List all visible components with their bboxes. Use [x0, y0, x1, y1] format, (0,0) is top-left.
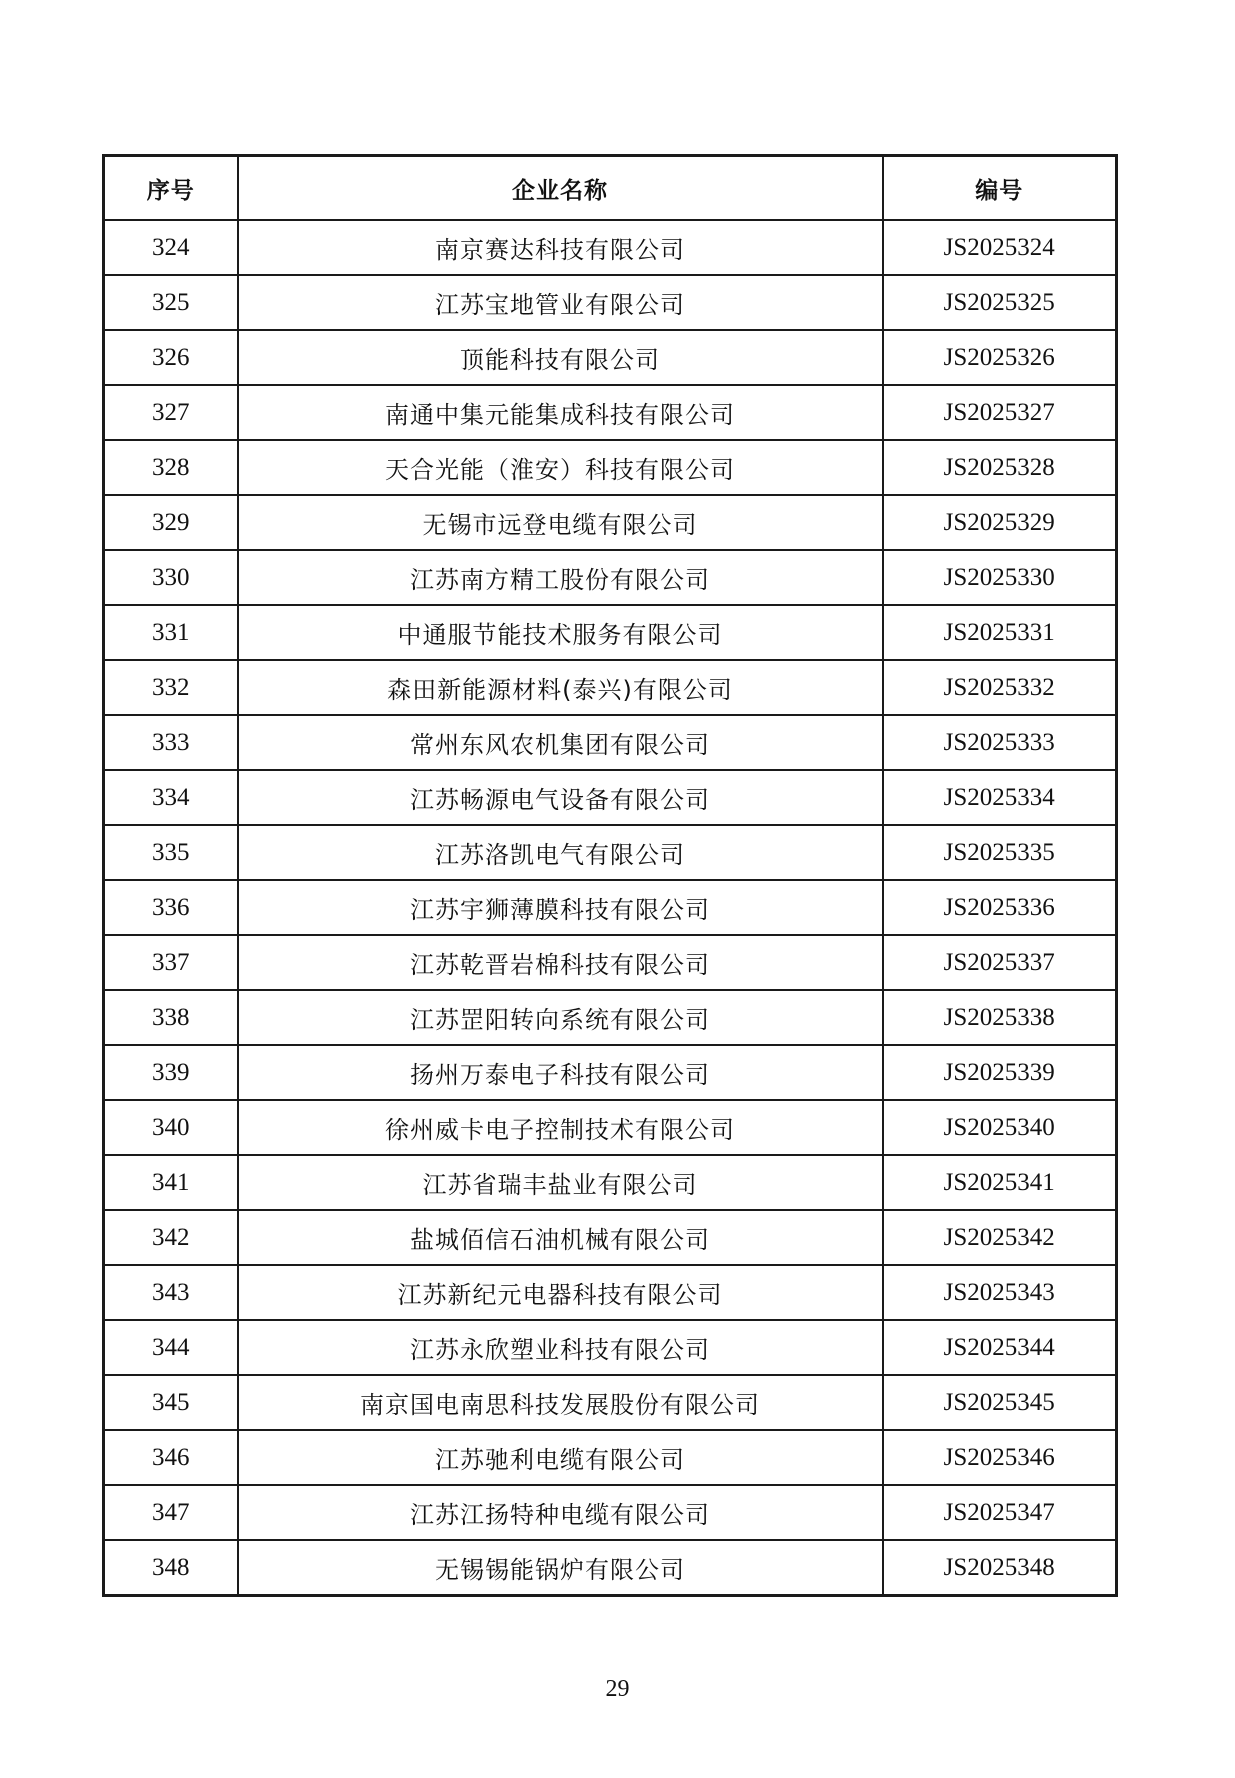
header-code: 编号	[883, 156, 1117, 221]
row-serial-number: 326	[104, 330, 238, 385]
row-company-name: 江苏罡阳转向系统有限公司	[238, 990, 883, 1045]
row-code: JS2025340	[883, 1100, 1117, 1155]
row-code: JS2025335	[883, 825, 1117, 880]
row-serial-number: 329	[104, 495, 238, 550]
table-row	[104, 770, 1117, 825]
table-row	[104, 935, 1117, 990]
row-serial-number: 337	[104, 935, 238, 990]
table-row	[104, 1485, 1117, 1540]
row-serial-number: 344	[104, 1320, 238, 1375]
table-row	[104, 330, 1117, 385]
row-code: JS2025333	[883, 715, 1117, 770]
row-code: JS2025338	[883, 990, 1117, 1045]
row-serial-number: 341	[104, 1155, 238, 1210]
row-company-name: 南京赛达科技有限公司	[238, 220, 883, 275]
table-row	[104, 220, 1117, 275]
table-row	[104, 1045, 1117, 1100]
row-serial-number: 325	[104, 275, 238, 330]
row-company-name: 南京国电南思科技发展股份有限公司	[238, 1375, 883, 1430]
table-row	[104, 275, 1117, 330]
row-company-name: 江苏宝地管业有限公司	[238, 275, 883, 330]
row-company-name: 天合光能（淮安）科技有限公司	[238, 440, 883, 495]
row-serial-number: 348	[104, 1540, 238, 1596]
row-serial-number: 336	[104, 880, 238, 935]
row-company-name: 江苏驰利电缆有限公司	[238, 1430, 883, 1485]
row-serial-number: 335	[104, 825, 238, 880]
row-serial-number: 346	[104, 1430, 238, 1485]
table-body	[104, 220, 1117, 1596]
table-row	[104, 1320, 1117, 1375]
row-code: JS2025339	[883, 1045, 1117, 1100]
row-company-name: 森田新能源材料(泰兴)有限公司	[238, 660, 883, 715]
table-row	[104, 1265, 1117, 1320]
row-code: JS2025329	[883, 495, 1117, 550]
row-code: JS2025341	[883, 1155, 1117, 1210]
table-row	[104, 1100, 1117, 1155]
table-row	[104, 1210, 1117, 1265]
row-code: JS2025345	[883, 1375, 1117, 1430]
row-code: JS2025346	[883, 1430, 1117, 1485]
row-company-name: 江苏永欣塑业科技有限公司	[238, 1320, 883, 1375]
row-company-name: 江苏洛凯电气有限公司	[238, 825, 883, 880]
row-company-name: 无锡市远登电缆有限公司	[238, 495, 883, 550]
row-company-name: 顶能科技有限公司	[238, 330, 883, 385]
row-company-name: 江苏省瑞丰盐业有限公司	[238, 1155, 883, 1210]
row-code: JS2025332	[883, 660, 1117, 715]
row-serial-number: 347	[104, 1485, 238, 1540]
row-code: JS2025330	[883, 550, 1117, 605]
table-row	[104, 880, 1117, 935]
row-code: JS2025324	[883, 220, 1117, 275]
row-company-name: 江苏乾晋岩棉科技有限公司	[238, 935, 883, 990]
row-company-name: 扬州万泰电子科技有限公司	[238, 1045, 883, 1100]
row-company-name: 中通服节能技术服务有限公司	[238, 605, 883, 660]
row-serial-number: 340	[104, 1100, 238, 1155]
row-serial-number: 332	[104, 660, 238, 715]
table-row	[104, 1540, 1117, 1596]
row-company-name: 南通中集元能集成科技有限公司	[238, 385, 883, 440]
row-company-name: 无锡锡能锅炉有限公司	[238, 1540, 883, 1596]
row-serial-number: 343	[104, 1265, 238, 1320]
row-serial-number: 328	[104, 440, 238, 495]
row-code: JS2025325	[883, 275, 1117, 330]
row-code: JS2025331	[883, 605, 1117, 660]
row-serial-number: 333	[104, 715, 238, 770]
table-row	[104, 495, 1117, 550]
table-header-row	[104, 156, 1117, 221]
row-code: JS2025337	[883, 935, 1117, 990]
row-code: JS2025347	[883, 1485, 1117, 1540]
row-serial-number: 334	[104, 770, 238, 825]
row-code: JS2025328	[883, 440, 1117, 495]
table-row	[104, 385, 1117, 440]
row-company-name: 盐城佰信石油机械有限公司	[238, 1210, 883, 1265]
row-serial-number: 339	[104, 1045, 238, 1100]
table-row	[104, 990, 1117, 1045]
table-row	[104, 1155, 1117, 1210]
row-serial-number: 345	[104, 1375, 238, 1430]
row-company-name: 徐州威卡电子控制技术有限公司	[238, 1100, 883, 1155]
row-serial-number: 330	[104, 550, 238, 605]
table-row	[104, 825, 1117, 880]
company-list-table	[102, 154, 1118, 1597]
row-code: JS2025348	[883, 1540, 1117, 1596]
row-code: JS2025334	[883, 770, 1117, 825]
row-company-name: 江苏新纪元电器科技有限公司	[238, 1265, 883, 1320]
table-row	[104, 1430, 1117, 1485]
row-code: JS2025344	[883, 1320, 1117, 1375]
row-code: JS2025343	[883, 1265, 1117, 1320]
row-code: JS2025342	[883, 1210, 1117, 1265]
table-row	[104, 605, 1117, 660]
row-serial-number: 324	[104, 220, 238, 275]
table-row	[104, 550, 1117, 605]
header-company-name: 企业名称	[238, 156, 883, 221]
row-company-name: 江苏江扬特种电缆有限公司	[238, 1485, 883, 1540]
table-row	[104, 1375, 1117, 1430]
row-company-name: 江苏南方精工股份有限公司	[238, 550, 883, 605]
table-row	[104, 440, 1117, 495]
row-serial-number: 342	[104, 1210, 238, 1265]
row-serial-number: 331	[104, 605, 238, 660]
row-company-name: 江苏畅源电气设备有限公司	[238, 770, 883, 825]
row-serial-number: 338	[104, 990, 238, 1045]
row-code: JS2025327	[883, 385, 1117, 440]
row-code: JS2025326	[883, 330, 1117, 385]
row-code: JS2025336	[883, 880, 1117, 935]
table-row	[104, 660, 1117, 715]
page-number: 29	[605, 1676, 630, 1702]
row-company-name: 江苏宇狮薄膜科技有限公司	[238, 880, 883, 935]
header-serial-number: 序号	[104, 156, 238, 221]
row-company-name: 常州东风农机集团有限公司	[238, 715, 883, 770]
table-row	[104, 715, 1117, 770]
row-serial-number: 327	[104, 385, 238, 440]
